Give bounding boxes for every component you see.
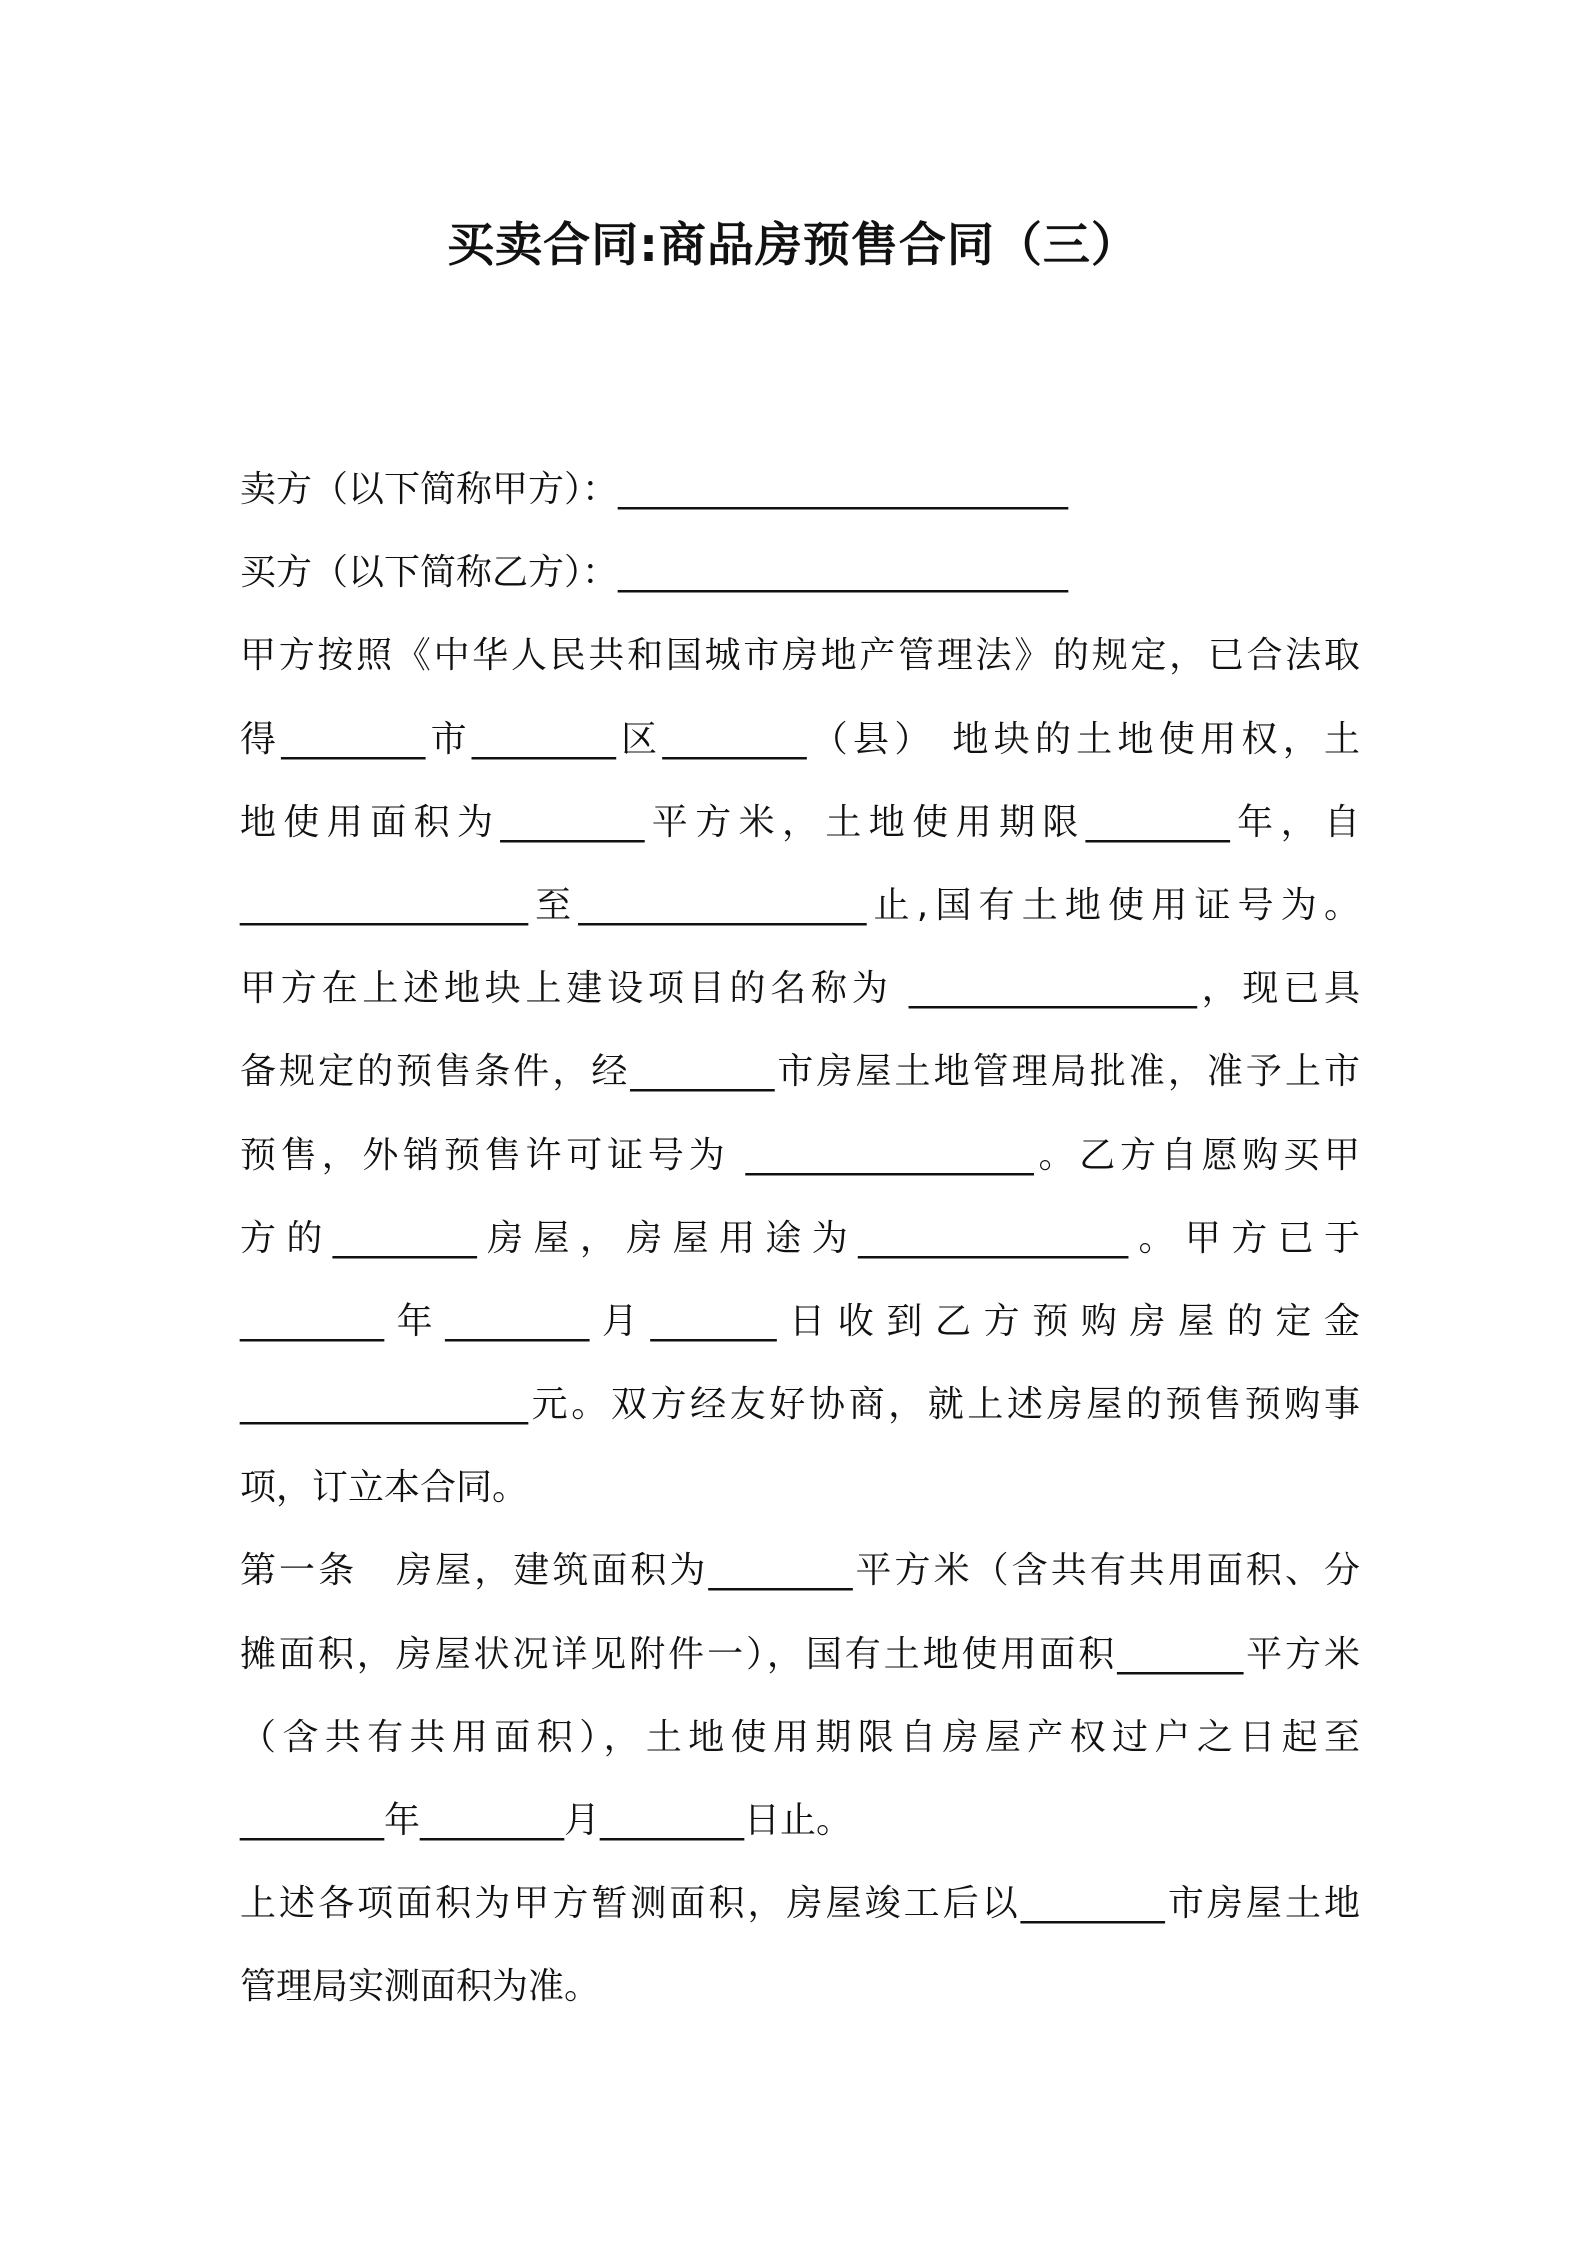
paragraph-line: 方的________房屋，房屋用途为_______________。甲方已于 — [240, 1217, 1360, 1259]
paragraph-line: 得________市________区________（县） 地块的土地使用权，土 — [240, 718, 1360, 760]
paragraph-line: 备规定的预售条件，经________市房屋土地管理局批准，准予上市 — [240, 1051, 1360, 1093]
paragraph-line: ________________元。双方经友好协商，就上述房屋的预售预购事 — [240, 1384, 1360, 1426]
area-note-line: 管理局实测面积为准。 — [240, 1966, 601, 2008]
contract-body — [240, 448, 1360, 2029]
paragraph-line: 预售，外销预售许可证号为 ________________。乙方自愿购买甲 — [240, 1134, 1360, 1176]
paragraph-line: ________年________月_______日收到乙方预购房屋的定金 — [240, 1300, 1360, 1342]
buyer-line: 买方（以下简称乙方）：_________________________ — [240, 552, 1069, 594]
seller-line: 卖方（以下简称甲方）：_________________________ — [240, 469, 1069, 510]
article-1-line: （含共有共用面积），土地使用期限自房屋产权过户之日起至 — [240, 1716, 1360, 1758]
article-1-line: ________年________月________日止。 — [240, 1800, 853, 1841]
article-1-line: 第一条 房屋，建筑面积为________平方米（含共有共用面积、分 — [240, 1550, 1360, 1592]
paragraph-line: 甲方在上述地块上建设项目的名称为 ________________，现已具 — [240, 968, 1360, 1010]
area-note-line: 上述各项面积为甲方暂测面积，房屋竣工后以________市房屋土地 — [240, 1883, 1360, 1925]
document-title: 买卖合同:商品房预售合同（三） — [447, 218, 1139, 273]
paragraph-line: 地使用面积为________平方米，土地使用期限________年，自 — [240, 801, 1360, 843]
article-1-line: 摊面积，房屋状况详见附件一），国有土地使用面积_______平方米 — [240, 1633, 1360, 1675]
paragraph-line: ________________至________________止,国有土地使用证号为。 — [240, 884, 1360, 926]
paragraph-line: 项，订立本合同。 — [240, 1467, 529, 1509]
paragraph-line: 甲方按照《中华人民共和国城市房地产管理法》的规定，已合法取 — [240, 635, 1360, 677]
